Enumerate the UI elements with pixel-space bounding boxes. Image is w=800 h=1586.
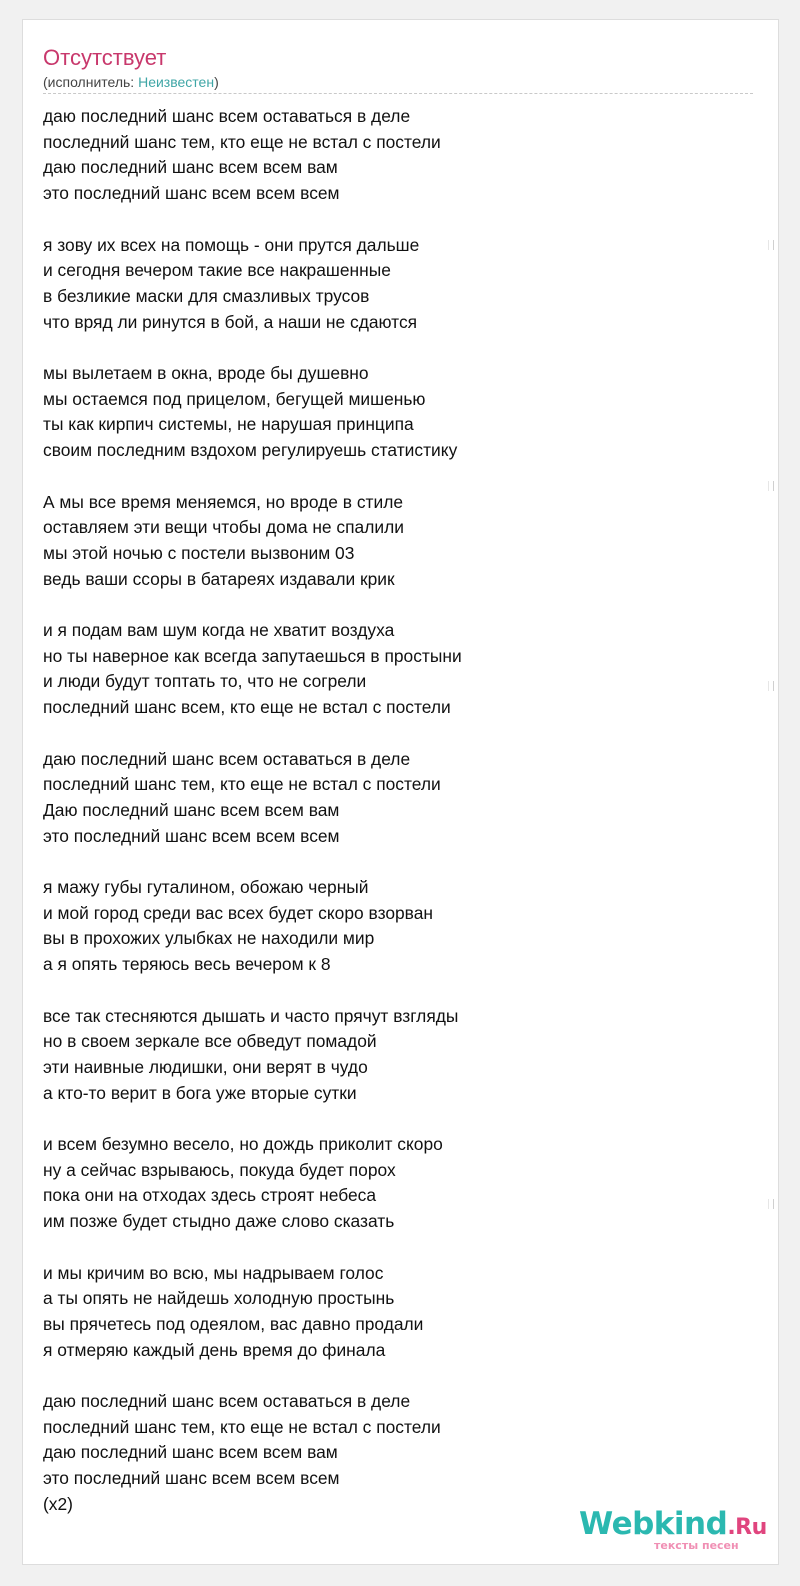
lyric-line: мы этой ночью с постели вызвоним 03 <box>43 542 355 563</box>
lyric-line: я отмеряю каждый день время до финала <box>43 1339 386 1360</box>
lyric-line: (x2) <box>43 1493 73 1514</box>
lyric-line: что вряд ли ринутся в бой, а наши не сдаются <box>43 311 418 332</box>
lyric-line: а я опять теряюсь весь вечером к 8 <box>43 954 331 975</box>
lyrics-stanza <box>43 875 743 978</box>
lyric-line: даю последний шанс всем оставаться в деле <box>43 748 411 769</box>
lyric-line: но в своем зеркале все обведут помадой <box>43 1031 377 1052</box>
lyric-line: вы в прохожих улыбках не находили мир <box>43 928 375 949</box>
lyric-line: вы прячетесь под одеялом, вас давно продали <box>43 1313 424 1334</box>
scroll-marker <box>768 681 774 691</box>
artist-suffix: ) <box>214 74 219 90</box>
title-divider <box>43 93 753 94</box>
lyric-line: я зову их всех на помощь - они прутся дальше <box>43 234 420 255</box>
lyrics-stanza <box>43 233 743 336</box>
lyrics-stanza <box>43 1389 743 1518</box>
lyric-line: и я подам вам шум когда не хватит воздуха <box>43 620 395 640</box>
lyric-line: я мажу губы гуталином, обожаю черный <box>43 877 369 897</box>
lyric-line: своим последним вздохом регулируешь статистику <box>43 440 458 461</box>
lyrics-stanza <box>43 104 743 207</box>
scroll-marker <box>768 481 774 491</box>
lyric-line: последний шанс всем, кто еще не встал с постели <box>43 697 451 718</box>
lyric-line: мы остаемся под прицелом, бегущей мишенью <box>43 388 426 409</box>
lyric-line: все так стесняются дышать и часто прячут взгляды <box>43 1005 459 1026</box>
lyric-line: оставляем эти вещи чтобы дома не спалили <box>43 517 404 538</box>
lyric-line: последний шанс тем, кто еще не встал с постели <box>43 131 441 152</box>
lyrics-stanza <box>43 747 743 850</box>
lyrics-stanza <box>43 490 743 593</box>
lyric-line: ты как кирпич системы, не нарушая принципа <box>43 414 414 435</box>
logo-tld: .Ru <box>727 1515 767 1540</box>
logo-subtitle: тексты песен <box>654 1539 739 1552</box>
lyric-line: и люди будут топтать то, что не согрели <box>43 671 367 692</box>
song-title: Отсутствует <box>43 45 167 70</box>
lyric-line: а кто-то верит в бога уже вторые сутки <box>43 1082 357 1103</box>
lyric-line: и мой город среди вас всех будет скоро взорван <box>43 902 434 923</box>
lyrics-text <box>43 104 743 1518</box>
scroll-marker <box>768 1199 774 1209</box>
lyric-line: эти наивные людишки, они верят в чудо <box>43 1056 368 1077</box>
lyric-line: последний шанс тем, кто еще не встал с постели <box>43 774 441 795</box>
artist-link[interactable]: Неизвестен <box>138 74 215 90</box>
artist-prefix: (исполнитель: <box>43 74 139 90</box>
webkind-logo[interactable] <box>579 1506 769 1556</box>
lyric-line: даю последний шанс всем всем вам <box>43 157 338 178</box>
lyric-line: это последний шанс всем всем всем <box>43 183 340 204</box>
lyrics-stanza <box>43 1132 743 1235</box>
lyric-line: пока они на отходах здесь строят небеса <box>43 1185 377 1206</box>
lyric-line: ведь ваши ссоры в батареях издавали крик <box>43 568 395 589</box>
lyric-line: и всем безумно весело, но дождь приколит скоро <box>43 1134 443 1154</box>
lyric-line: Даю последний шанс всем всем вам <box>43 799 340 820</box>
lyric-line: А мы все время меняемся, но вроде в стиле <box>43 491 404 512</box>
lyric-line: даю последний шанс всем оставаться в деле <box>43 106 411 126</box>
scroll-marker <box>768 240 774 250</box>
lyric-line: и сегодня вечером такие все накрашенные <box>43 260 391 281</box>
lyric-line: даю последний шанс всем оставаться в деле <box>43 1391 411 1411</box>
lyrics-stanza <box>43 361 743 464</box>
lyric-line: а ты опять не найдешь холодную простынь <box>43 1288 395 1309</box>
lyric-line: и мы кричим во всю, мы надрываем голос <box>43 1262 384 1283</box>
lyric-line: им позже будет стыдно даже слово сказать <box>43 1211 395 1232</box>
lyric-line: это последний шанс всем всем всем <box>43 825 340 846</box>
lyrics-stanza <box>43 618 743 721</box>
lyric-line: это последний шанс всем всем всем <box>43 1468 340 1489</box>
lyric-line: мы вылетаем в окна, вроде бы душевно <box>43 363 369 383</box>
lyric-line: но ты наверное как всегда запутаешься в простыни <box>43 645 462 666</box>
lyrics-stanza <box>43 1261 743 1364</box>
lyrics-card <box>22 19 779 1565</box>
lyrics-stanza <box>43 1004 743 1107</box>
logo-main-text: Webkind <box>579 1506 728 1542</box>
lyric-line: в безликие маски для смазливых трусов <box>43 285 370 306</box>
lyric-line: ну а сейчас взрываюсь, покуда будет порох <box>43 1159 396 1180</box>
artist-line <box>43 73 219 91</box>
lyric-line: даю последний шанс всем всем вам <box>43 1442 338 1463</box>
scroll-markers <box>766 20 774 1564</box>
lyric-line: последний шанс тем, кто еще не встал с постели <box>43 1416 441 1437</box>
